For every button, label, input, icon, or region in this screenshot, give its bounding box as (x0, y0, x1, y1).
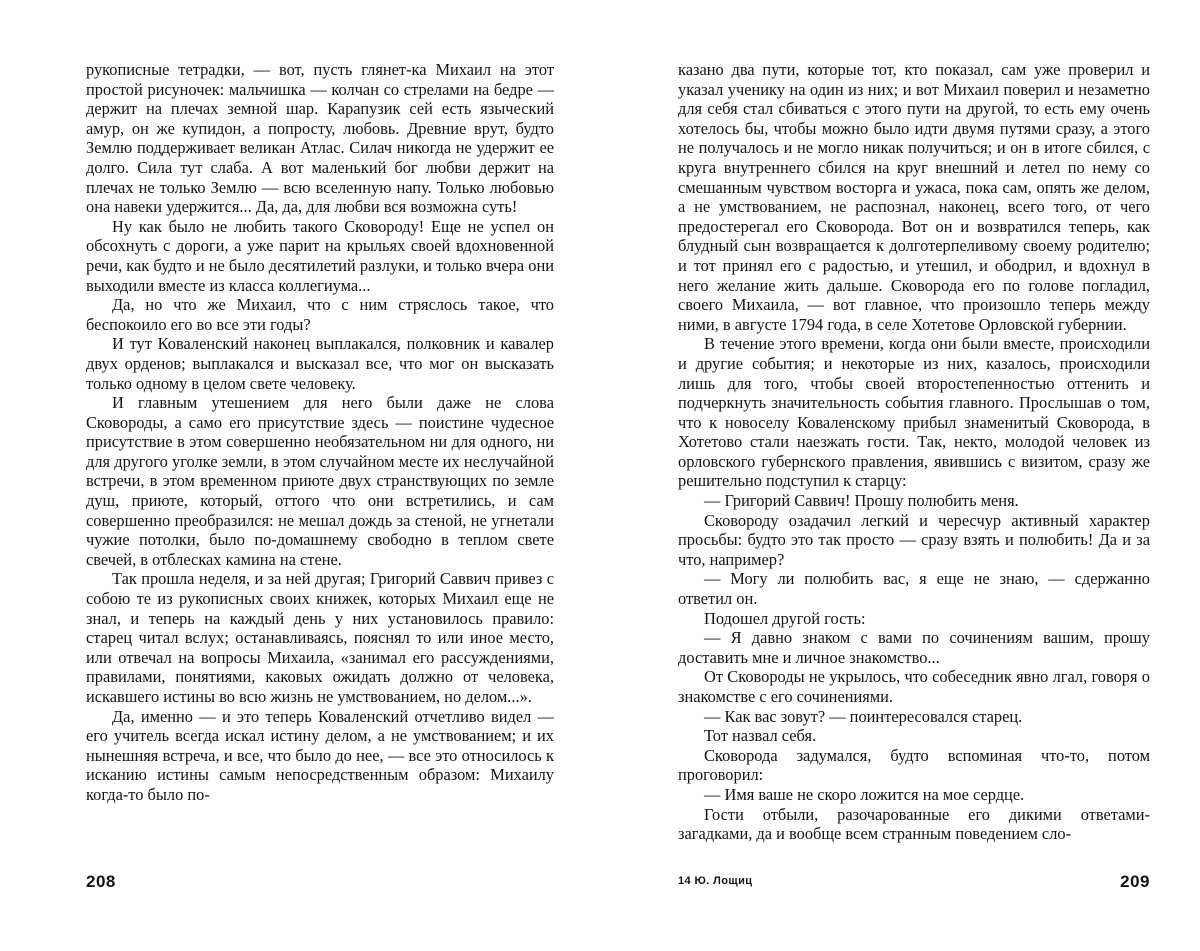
page-number: 208 (86, 872, 116, 891)
book-spread (0, 0, 1200, 951)
paragraph: Да, именно — и это теперь Коваленский отчетливо видел — его учитель всегда искал истину делом, а не умствованием; и их нынешняя встреча, и все, что было до нее, — все это относилось к исканию истины самым непосредственным образом: Михаилу когда-то было по- (86, 707, 554, 805)
right-page (678, 60, 1150, 870)
paragraph: — Я давно знаком с вами по сочинениям вашим, прошу доставить мне и личное знакомство... (678, 628, 1150, 667)
left-page (86, 60, 554, 870)
right-page-text (678, 60, 1150, 870)
paragraph: И тут Коваленский наконец выплакался, полковник и кавалер двух орденов; выплакался и высказал все, что мог он высказать только одному в целом свете человеку. (86, 334, 554, 393)
paragraph: — Могу ли полюбить вас, я еще не знаю, — сдержанно ответил он. (678, 569, 1150, 608)
printer-signature: 14 Ю. Лощиц (678, 875, 752, 887)
paragraph: — Как вас зовут? — поинтересовался старец. (678, 707, 1150, 727)
paragraph: Ну как было не любить такого Сковороду! Еще не успел он обсохнуть с дороги, а уже парит на крыльях своей вдохновенной речи, как будто и не было десятилетий разлуки, и только вчера они выходили вместе из класса коллегиума... (86, 217, 554, 295)
paragraph: Да, но что же Михаил, что с ним стряслось такое, что беспокоило его во все эти годы? (86, 295, 554, 334)
right-page-footer (678, 872, 1150, 894)
paragraph: Сковороду озадачил легкий и чересчур активный характер просьбы: будто это так просто — сразу взять и полюбить! Да и за что, например? (678, 511, 1150, 570)
left-page-footer (86, 872, 554, 894)
left-page-text (86, 60, 554, 870)
paragraph: И главным утешением для него были даже не слова Сковороды, а само его присутствие здесь — поистине чудесное присутствие в этом совершенно необязательном ни для одного, ни для другого уголке земли, в этом случайном месте их неслучайной встречи, в этом временном приюте двух странствующих по земле душ, приюте, который, оттого что они встретились, и сам совершенно преобразился: не мешал дождь за стеной, не угнетали чужие потолки, было по-домашнему свободно в теплом свете свечей, в отблесках камина на стене. (86, 393, 554, 569)
paragraph: В течение этого времени, когда они были вместе, происходили и другие события; и некоторые из них, казалось, происходили лишь для того, чтобы своей второстепенностью оттенить и подчеркнуть значительность события главного. Прослышав о том, что к новоселу Коваленскому прибыл знаменитый Сковорода, в Хотетово стали наезжать гости. Так, некто, молодой человек из орловского губернского правления, явившись с визитом, сразу же решительно подступил к старцу: (678, 334, 1150, 491)
paragraph: От Сковороды не укрылось, что собеседник явно лгал, говоря о знакомстве с его сочинениями. (678, 667, 1150, 706)
paragraph: Подошел другой гость: (678, 609, 1150, 629)
paragraph: Сковорода задумался, будто вспоминая что-то, потом проговорил: (678, 746, 1150, 785)
paragraph: — Григорий Саввич! Прошу полюбить меня. (678, 491, 1150, 511)
paragraph: Тот назвал себя. (678, 726, 1150, 746)
paragraph: Так прошла неделя, и за ней другая; Григорий Саввич привез с собою те из рукописных своих книжек, которых Михаил еще не знал, и теперь на каждый день у них установилось правило: старец читал вслух; останавливаясь, пояснял то или иное место, или отвечал на вопросы Михаила, «занимал его рассуждениями, правилами, понятиями, каковых ожидать должно от человека, искавшего истины во всю жизнь не умствованием, но делом...». (86, 569, 554, 706)
paragraph: казано два пути, которые тот, кто показал, сам уже проверил и указал ученику на один из них; и вот Михаил поверил и незаметно для себя стал сбиваться с этого пути на другой, то есть ему очень хотелось бы, чтобы можно было идти двумя путями сразу, а этого не получалось и не могло никак получиться; и он в итоге сбился, с круга внутреннего сбился на круг внешний и летел по нему со смешанным чувством восторга и ужаса, пока сам, опять же делом, а не умствованием, не распознал, наконец, всего того, от чего предостерегал его Сковорода. Вот он и возвратился теперь, как блудный сын возвращается к долготерпеливому своему родителю; и тот принял его с радостью, и утешил, и ободрил, и вдохнул в него желание жить дальше. Сковорода его по голове погладил, своего Михаила, — вот главное, что произошло теперь между ними, в августе 1794 года, в селе Хотетове Орловской губернии. (678, 60, 1150, 334)
paragraph: Гости отбыли, разочарованные его дикими ответами-загадками, да и вообще всем странным поведением сло- (678, 805, 1150, 844)
page-number: 209 (1120, 872, 1150, 892)
paragraph: — Имя ваше не скоро ложится на мое сердце. (678, 785, 1150, 805)
paragraph: рукописные тетрадки, — вот, пусть глянет-ка Михаил на этот простой рисуночек: мальчишка — колчан со стрелами на бедре — держит на плечах земной шар. Карапузик сей есть языческий амур, он же купидон, а попросту, любовь. Древние врут, будто Землю поддерживает великан Атлас. Силач никогда не удержит ее долго. Сила тут слаба. А вот маленький бог любви держит на плечах не только Землю — всю вселенную напу. Только любовью она навеки удержится... Да, да, для любви вся возможна суть! (86, 60, 554, 217)
